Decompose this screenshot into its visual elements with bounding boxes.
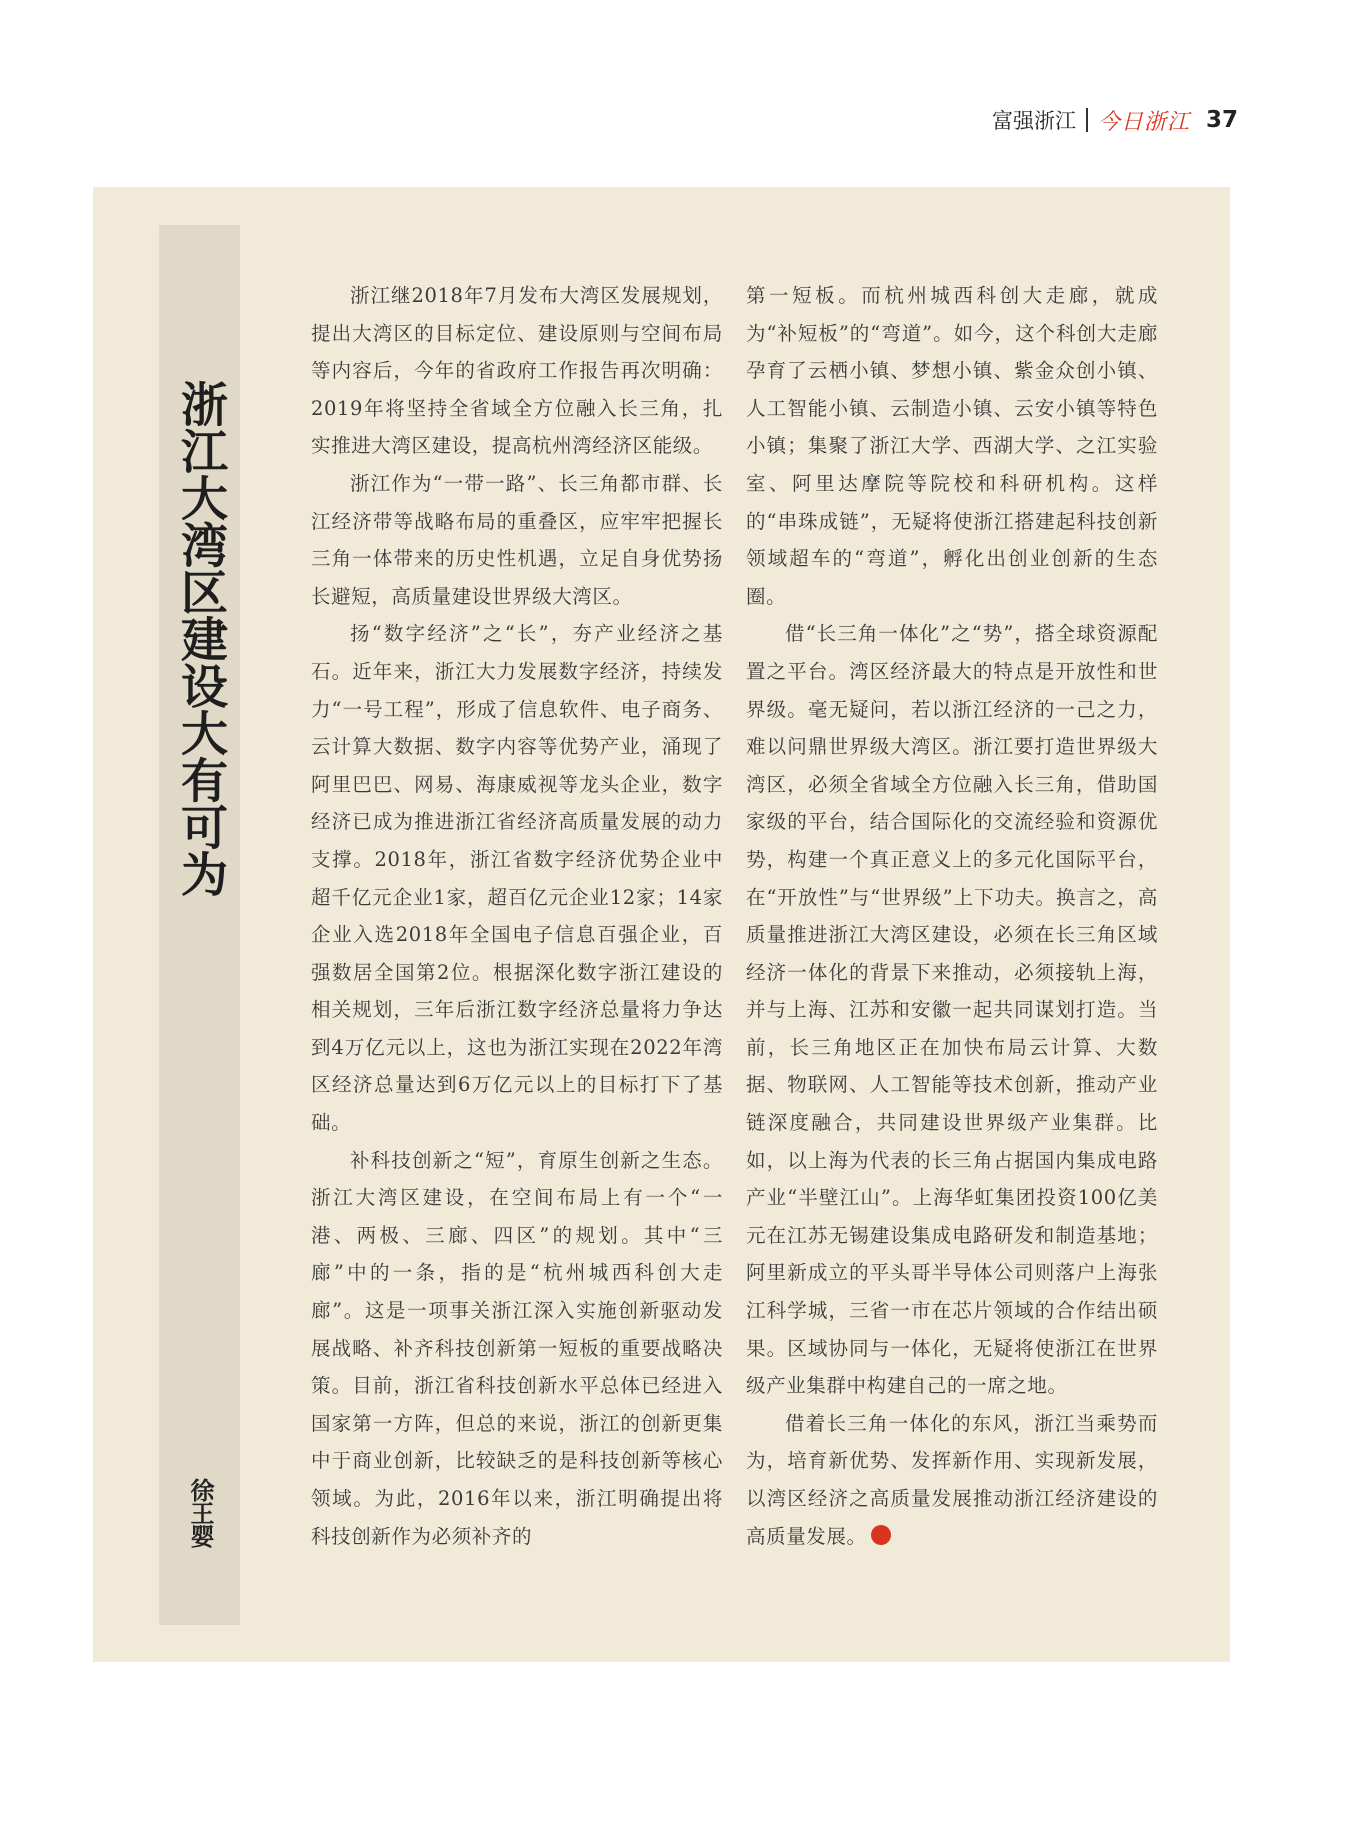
paragraph: 第一短板。而杭州城西科创大走廊，就成为“补短板”的“弯道”。如今，这个科创大走廊孕育了云栖小镇、梦想小镇、紫金众创小镇、人工智能小镇、云制造小镇、云安小镇等特色小镇；集聚了浙江大学、西湖大学、之江实验室、阿里达摩院等院校和科研机构。这样的“串珠成链”，无疑将使浙江搭建起科技创新领域超车的“弯道”，孵化出创业创新的生态圈。: [746, 284, 1158, 608]
section-label: 富强浙江: [991, 109, 1076, 133]
paragraph: 扬“数字经济”之“长”，夯产业经济之基石。近年来，浙江大力发展数字经济，持续发力“一号工程”，形成了信息软件、电子商务、云计算大数据、数字内容等优势产业，涌现了阿里巴巴、网易、海康威视等龙头企业，数字经济已成为推进浙江省经济高质量发展的动力支撑。2018年，浙江省数字经济优势企业中超千亿元企业1家，超百亿元企业12家；14家企业入选2018年全国电子信息百强企业，百强数居全国第2位。根据深化数字浙江建设的相关规划，三年后浙江数字经济总量将力争达到4万亿元以上，这也为浙江实现在2022年湾区经济总量达到6万亿元以上的目标打下了基础。: [311, 622, 723, 1135]
left-column: [311, 277, 723, 1555]
end-mark-icon: [871, 1525, 891, 1545]
page-number: 37: [1205, 107, 1238, 133]
paragraph-text: 借着长三角一体化的东风，浙江当乘势而为，培育新优势、发挥新作用、实现新发展，以湾区经济之高质量发展推动浙江经济建设的高质量发展。: [746, 1411, 1158, 1548]
magazine-logo: 今日浙江: [1097, 109, 1190, 135]
paragraph: 浙江作为“一带一路”、长三角都市群、长江经济带等战略布局的重叠区，应牢牢把握长三角一体带来的历史性机遇，立足自身优势扬长避短，高质量建设世界级大湾区。: [311, 471, 723, 608]
header-divider: [1086, 108, 1088, 132]
paragraph: [746, 1405, 1158, 1555]
paragraph: 浙江继2018年7月发布大湾区发展规划，提出大湾区的目标定位、建设原则与空间布局等内容后，今年的省政府工作报告再次明确：2019年将坚持全省域全方位融入长三角，扎实推进大湾区建设，提高杭州湾经济区能级。: [311, 284, 723, 458]
paragraph: 借“长三角一体化”之“势”，搭全球资源配置之平台。湾区经济最大的特点是开放性和世界级。毫无疑问，若以浙江经济的一己之力，难以问鼎世界级大湾区。浙江要打造世界级大湾区，必须全省域全方位融入长三角，借助国家级的平台，结合国际化的交流经验和资源优势，构建一个真正意义上的多元化国际平台，在“开放性”与“世界级”上下功夫。换言之，高质量推进浙江大湾区建设，必须在长三角区域经济一体化的背景下来推动，必须接轨上海，并与上海、江苏和安徽一起共同谋划打造。当前，长三角地区正在加快布局云计算、大数据、物联网、人工智能等技术创新，推动产业链深度融合，共同建设世界级产业集群。比如，以上海为代表的长三角占据国内集成电路产业“半壁江山”。上海华虹集团投资100亿美元在江苏无锡建设集成电路研发和制造基地；阿里新成立的平头哥半导体公司则落户上海张江科学城，三省一市在芯片领域的合作结出硕果。区域协同与一体化，无疑将使浙江在世界级产业集群中构建自己的一席之地。: [746, 622, 1158, 1398]
article-title: 浙江大湾区建设大有可为: [173, 380, 228, 897]
paragraph: 补科技创新之“短”，育原生创新之生态。浙江大湾区建设，在空间布局上有一个“一港、两极、三廊、四区”的规划。其中“三廊”中的一条，指的是“杭州城西科创大走廊”。这是一项事关浙江深入实施创新驱动发展战略、补齐科技创新第一短板的重要战略决策。目前，浙江省科技创新水平总体已经进入国家第一方阵，但总的来说，浙江的创新更集中于商业创新，比较缺乏的是科技创新等核心领域。为此，2016年以来，浙江明确提出将科技创新作为必须补齐的: [311, 1148, 723, 1548]
page-header: [992, 100, 1238, 140]
article-author: 徐王婴: [186, 1478, 214, 1547]
right-column: [746, 277, 1158, 1555]
